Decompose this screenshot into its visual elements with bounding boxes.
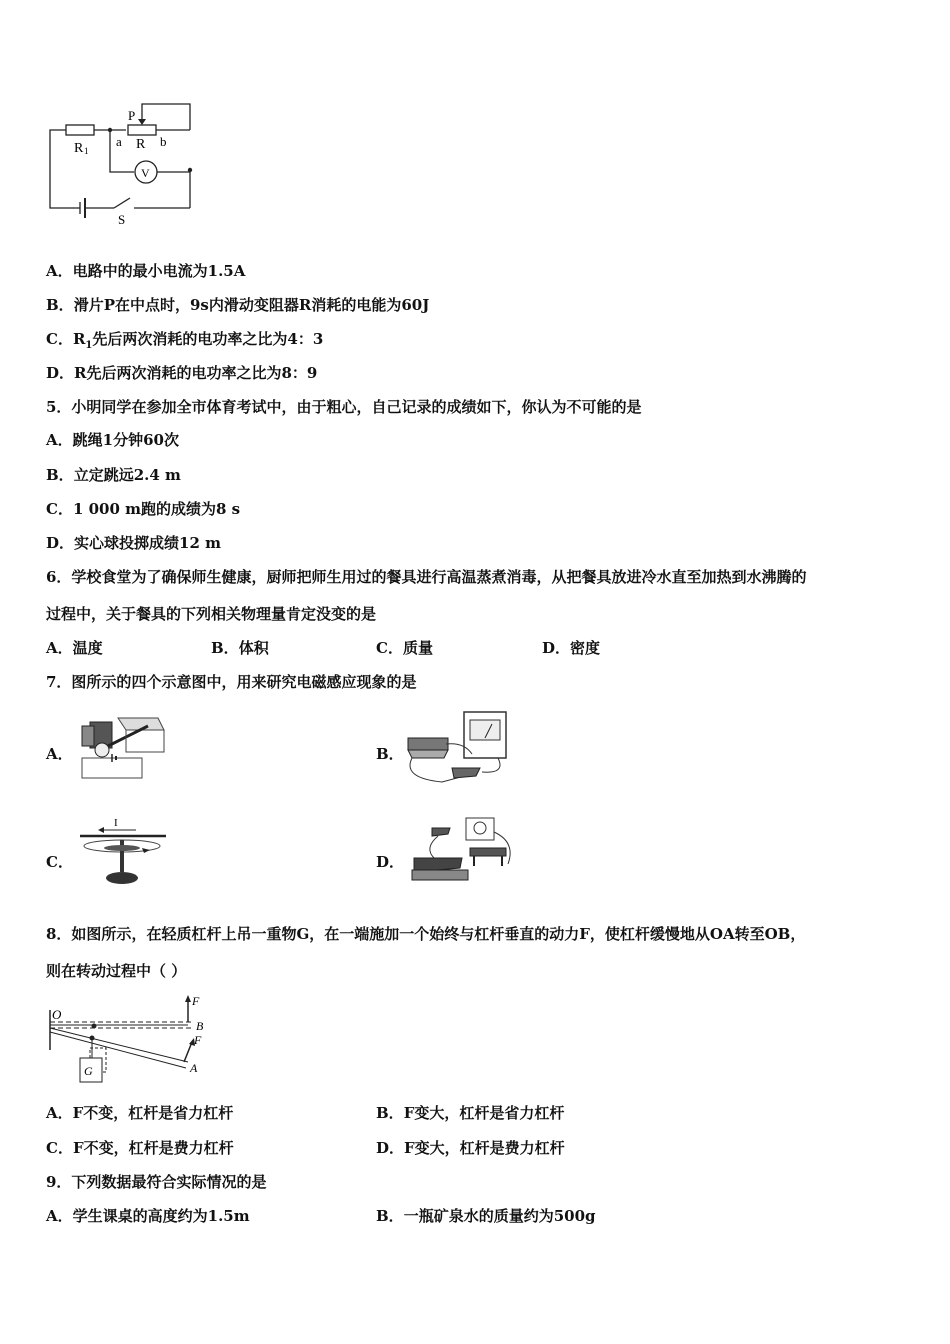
option-text: 跳绳1分钟60次 (72, 431, 179, 449)
option-text: R先后两次消耗的电功率之比为8：9 (74, 364, 318, 382)
voltmeter-label: V (141, 166, 150, 180)
option-label: A． (46, 1104, 73, 1122)
q7-figure-b (402, 708, 512, 788)
circuit-label-b: b (160, 134, 167, 149)
option-text: 温度 (72, 639, 103, 657)
q4-option-d[interactable] (46, 363, 317, 383)
q6-option-a[interactable] (46, 638, 103, 658)
option-label: C． (376, 639, 403, 657)
q7-option-c-label[interactable]: C． (46, 853, 73, 871)
q7-option-d-label[interactable]: D． (376, 853, 405, 871)
q8-stem-line2: 则在转动过程中（ ） (46, 962, 187, 980)
q7-option-b-label[interactable]: B． (376, 745, 404, 763)
option-label: B． (376, 1207, 404, 1225)
q7-option-a-label[interactable]: A． (46, 745, 73, 763)
q8-option-d[interactable] (376, 1138, 565, 1158)
option-text: 立定跳远2.4 m (73, 466, 181, 484)
option-label: B． (211, 639, 239, 657)
option-label: D． (46, 534, 75, 552)
lever-label-f-top: F (192, 994, 200, 1008)
option-text: 一瓶矿泉水的质量约为500g (403, 1207, 596, 1225)
option-text: 实心球投掷成绩12 m (74, 534, 221, 552)
option-text: F变大，杠杆是费力杠杆 (404, 1139, 565, 1157)
q7-figure-c (78, 814, 168, 890)
q6-option-b[interactable] (211, 638, 269, 658)
option-text: F不变，杠杆是省力杠杆 (72, 1104, 234, 1122)
option-text-pre: R (72, 330, 86, 348)
lever-label-g: G (84, 1064, 93, 1078)
lever-diagram (44, 992, 214, 1088)
option-label: A． (46, 1207, 73, 1225)
option-text: 体积 (238, 639, 269, 657)
q5-stem: 5．小明同学在参加全市体育考试中，由于粗心，自己记录的成绩如下，你认为不可能的是 (46, 398, 642, 416)
lever-label-f-bottom: F (194, 1033, 202, 1047)
q6-stem-line1: 6．学校食堂为了确保师生健康，厨师把师生用过的餐具进行高温蒸煮消毒，从把餐具放进冷水直至加热到水沸腾的 (46, 568, 807, 586)
circuit-label-r: R (136, 137, 146, 152)
option-label: B． (46, 466, 74, 484)
option-text: 1 000 m跑的成绩为8 s (72, 500, 241, 518)
q9-stem: 9．下列数据最符合实际情况的是 (46, 1173, 267, 1191)
option-label: B． (376, 1104, 404, 1122)
circuit-label-a: a (116, 134, 122, 149)
q4-option-b[interactable] (46, 295, 429, 315)
option-text: 质量 (402, 639, 433, 657)
q4-option-c[interactable] (46, 329, 323, 356)
circuit-diagram (44, 98, 200, 230)
q6-option-c[interactable] (376, 638, 433, 658)
option-label: C． (46, 1139, 73, 1157)
q9-option-a[interactable] (46, 1206, 250, 1226)
option-label: C． (46, 330, 73, 348)
q8-option-b[interactable] (376, 1103, 564, 1123)
circuit-label-s: S (118, 212, 126, 227)
option-subscript: 1 (85, 340, 93, 351)
option-text: F变大，杠杆是省力杠杆 (403, 1104, 565, 1122)
option-label: A． (46, 262, 73, 280)
option-text: 电路中的最小电流为1.5A (72, 262, 246, 280)
q8-option-c[interactable] (46, 1138, 234, 1158)
q6-option-d[interactable] (542, 638, 600, 658)
q7-figure-d (404, 812, 518, 888)
q5-option-b[interactable] (46, 465, 181, 485)
q8-option-a[interactable] (46, 1103, 233, 1123)
lever-label-b: B (196, 1019, 204, 1033)
q7-figure-a (78, 712, 168, 784)
q4-option-a[interactable] (46, 261, 245, 281)
circuit-label-p: P (128, 108, 136, 123)
option-text: 学生课桌的高度约为1.5m (72, 1207, 250, 1225)
q9-option-b[interactable] (376, 1206, 596, 1226)
current-label: I (114, 817, 118, 829)
option-text: 密度 (570, 639, 601, 657)
option-text: 先后两次消耗的电功率之比为4：3 (92, 330, 324, 348)
circuit-label-r1-sub: 1 (84, 146, 89, 156)
circuit-label-r1: R (74, 141, 84, 156)
q7-stem: 7．图所示的四个示意图中，用来研究电磁感应现象的是 (46, 673, 417, 691)
q5-option-a[interactable] (46, 430, 179, 450)
option-text: F不变，杠杆是费力杠杆 (72, 1139, 234, 1157)
option-text: 滑片P在中点时，9s内滑动变阻器R消耗的电能为60J (73, 296, 430, 314)
option-label: D． (376, 1139, 405, 1157)
q5-option-d[interactable] (46, 533, 221, 553)
lever-label-o: O (52, 1007, 62, 1022)
option-label: D． (542, 639, 571, 657)
lever-label-a: A (190, 1061, 198, 1075)
option-label: A． (46, 431, 73, 449)
option-label: A． (46, 639, 73, 657)
option-label: D． (46, 364, 75, 382)
option-label: C． (46, 500, 73, 518)
q8-stem-line1: 8．如图所示，在轻质杠杆上吊一重物G，在一端施加一个始终与杠杆垂直的动力F，使杠杆缓慢地从OA转至OB， (46, 925, 806, 943)
option-label: B． (46, 296, 74, 314)
q5-option-c[interactable] (46, 499, 240, 519)
q6-stem-line2: 过程中，关于餐具的下列相关物理量肯定没变的是 (46, 605, 377, 623)
